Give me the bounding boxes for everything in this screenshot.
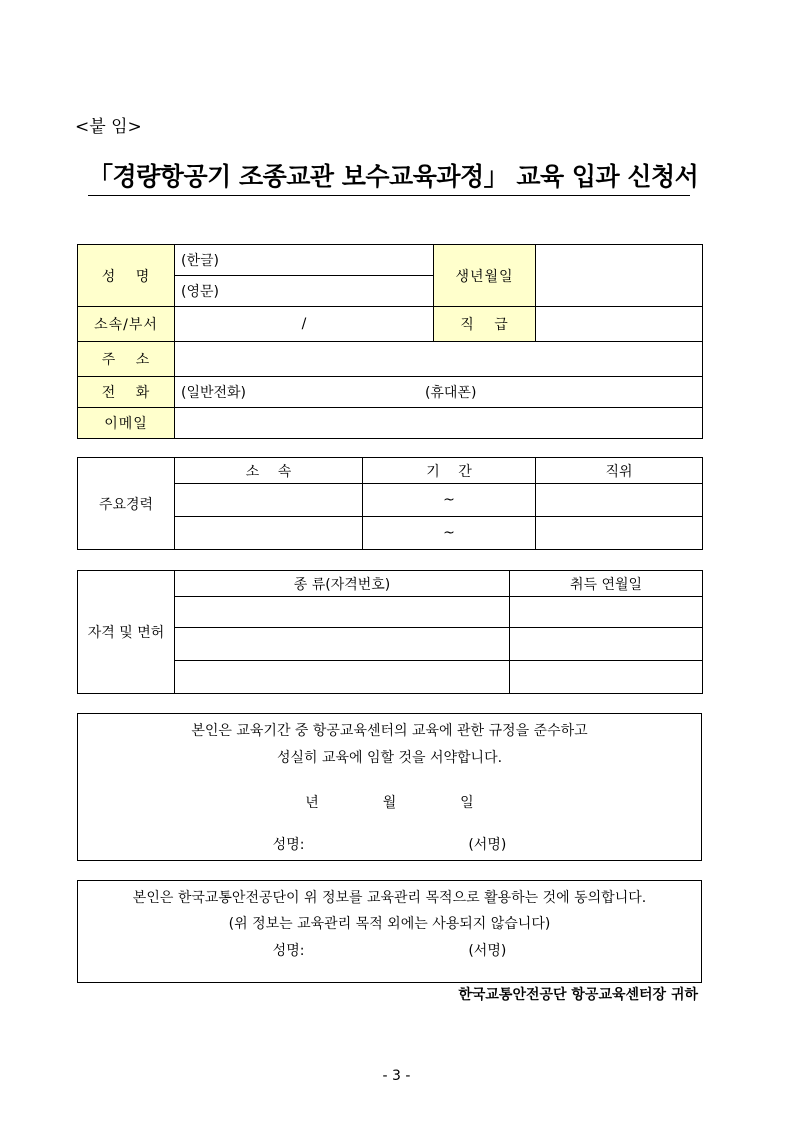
email-label: 이메일	[78, 408, 175, 439]
license-section-label: 자격 및 면허	[78, 571, 175, 694]
phone-field[interactable]	[175, 377, 703, 408]
attachment-label: <붙 임>	[75, 117, 142, 137]
career-header-position: 직위	[536, 458, 703, 484]
page-title: 「경량항공기 조종교관 보수교육과정」 교육 입과 신청서	[88, 160, 690, 196]
name-english-field[interactable]	[175, 276, 434, 307]
career-header-org: 소 속	[175, 458, 363, 484]
license-type-3[interactable]	[175, 661, 510, 694]
dept-field[interactable]	[175, 307, 434, 342]
dept-separator: /	[301, 316, 307, 332]
license-type-2[interactable]	[175, 628, 510, 661]
career-org-1[interactable]	[175, 484, 363, 517]
consent-sign-label: 성명:	[272, 943, 305, 959]
career-table	[77, 457, 703, 550]
license-type-1[interactable]	[175, 597, 510, 628]
pledge-sign-label: 성명:	[272, 837, 305, 853]
career-org-2[interactable]	[175, 517, 363, 550]
name-label: 성 명	[78, 245, 175, 307]
addressee: 한국교통안전공단 항공교육센터장 귀하	[458, 987, 698, 1003]
pledge-month: 월	[382, 795, 397, 811]
personal-info-table	[77, 244, 703, 439]
phone-label: 전 화	[78, 377, 175, 408]
license-header-date: 취득 연월일	[510, 571, 703, 597]
consent-signature-line	[78, 940, 701, 960]
pledge-day: 일	[460, 795, 474, 811]
rank-field[interactable]	[536, 307, 703, 342]
rank-label: 직 급	[434, 307, 536, 342]
career-position-2[interactable]	[536, 517, 703, 550]
email-field[interactable]	[175, 408, 703, 439]
landline-hint: (일반전화)	[181, 385, 247, 401]
license-header-type: 종 류(자격번호)	[175, 571, 510, 597]
birth-field[interactable]	[536, 245, 703, 307]
address-label: 주 소	[78, 342, 175, 377]
license-date-3[interactable]	[510, 661, 703, 694]
pledge-date	[78, 792, 701, 812]
consent-line-1: 본인은 한국교통안전공단이 위 정보를 교육관리 목적으로 활용하는 것에 동의합니다.	[132, 890, 647, 906]
pledge-year: 년	[305, 795, 319, 811]
name-korean-field[interactable]	[175, 245, 434, 276]
pledge-signature-line	[78, 834, 701, 854]
license-date-2[interactable]	[510, 628, 703, 661]
career-period-1[interactable]	[363, 484, 536, 517]
pledge-box	[77, 713, 702, 861]
consent-line-2: (위 정보는 교육관리 목적 외에는 사용되지 않습니다)	[228, 916, 551, 932]
pledge-line-1: 본인은 교육기간 중 항공교육센터의 교육에 관한 규정을 준수하고	[191, 723, 588, 739]
mobile-hint: (휴대폰)	[424, 385, 477, 401]
name-english-hint: (영문)	[181, 284, 219, 300]
license-table	[77, 570, 703, 694]
address-field[interactable]	[175, 342, 703, 377]
career-period-2[interactable]	[363, 517, 536, 550]
page-number: - 3 -	[382, 1068, 411, 1084]
period-mark: ~	[443, 492, 455, 508]
consent-box	[77, 880, 702, 983]
career-header-period: 기 간	[363, 458, 536, 484]
consent-signature-label[interactable]: (서명)	[468, 943, 507, 959]
dept-label: 소속/부서	[78, 307, 175, 342]
career-position-1[interactable]	[536, 484, 703, 517]
name-korean-hint: (한글)	[181, 253, 219, 269]
pledge-line-2: 성실히 교육에 임할 것을 서약합니다.	[276, 750, 503, 766]
birth-label: 생년월일	[434, 245, 536, 307]
period-mark: ~	[443, 525, 455, 541]
license-date-1[interactable]	[510, 597, 703, 628]
career-section-label: 주요경력	[78, 458, 175, 550]
pledge-signature-label[interactable]: (서명)	[468, 837, 507, 853]
